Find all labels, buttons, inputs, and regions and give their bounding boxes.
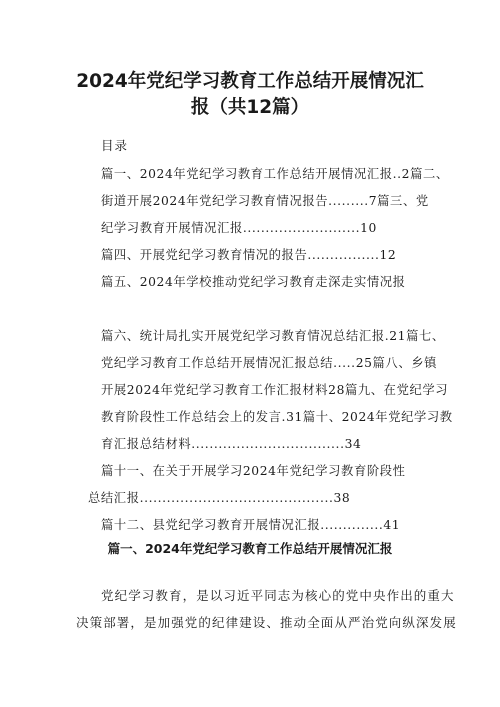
toc-line: 篇一、2024年党纪学习教育工作总结开展情况汇报..2篇二、 — [101, 167, 449, 181]
toc-line: 总结汇报...........................................38 — [88, 491, 351, 505]
toc-line: 篇五、2024年学校推动党纪学习教育走深走实情况报 — [101, 275, 406, 289]
toc-line: 街道开展2024年党纪学习教育情况报告.........7篇三、党 — [101, 194, 429, 208]
document-title-line-1: 2024年党纪学习教育工作总结开展情况汇 — [76, 71, 424, 92]
toc-heading: 目录 — [101, 138, 129, 153]
toc-line: 篇十二、县党纪学习教育开展情况汇报..............41 — [101, 518, 401, 532]
toc-line: 纪学习教育开展情况汇报..........................10 — [101, 221, 377, 235]
toc-line: 篇十一、在关于开展学习2024年党纪学习教育阶段性 — [101, 464, 406, 478]
toc-line: 教育阶段性工作总结会上的发言.31篇十、2024年党纪学习教 — [101, 410, 453, 424]
toc-line: 篇六、统计局扎实开展党纪学习教育情况总结汇报.21篇七、 — [101, 329, 445, 343]
section-heading: 篇一、2024年党纪学习教育工作总结开展情况汇报 — [107, 541, 393, 556]
toc-line: 开展2024年党纪学习教育工作汇报材料28篇九、在党纪学习 — [101, 383, 449, 397]
document-title-line-2: 报（共12篇） — [190, 97, 310, 118]
toc-line: 篇四、开展党纪学习教育情况的报告................12 — [101, 248, 397, 262]
body-text-line: 决策部署，是加强党的纪律建设、推动全面从严治党向纵深发展 — [76, 615, 457, 630]
body-text-line: 党纪学习教育，是以习近平同志为核心的党中央作出的重大 — [101, 588, 455, 603]
toc-line: 党纪学习教育工作总结开展情况汇报总结.....25篇八、乡镇 — [101, 356, 438, 370]
toc-line: 育汇报总结材料..................................34 — [101, 437, 362, 451]
